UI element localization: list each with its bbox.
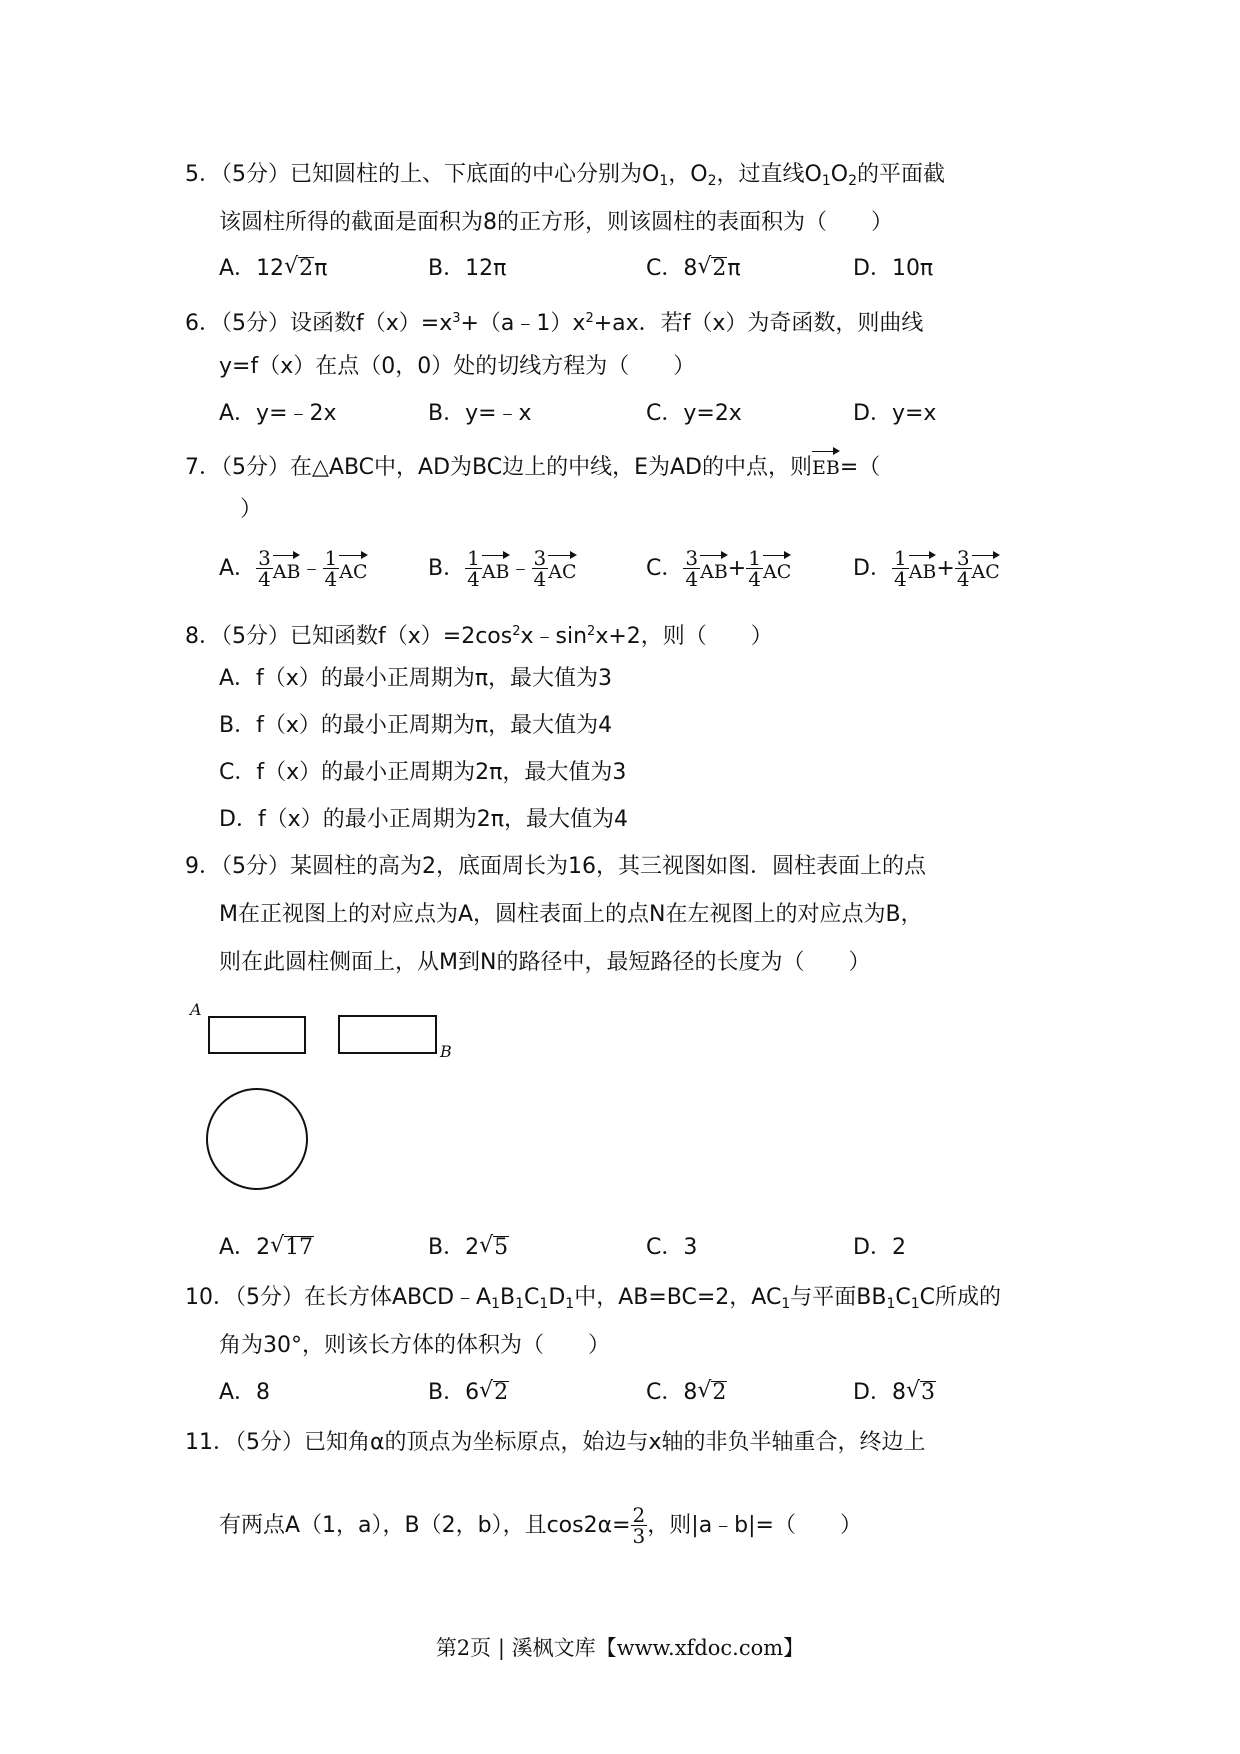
option-text: π bbox=[314, 256, 328, 281]
three-view-figure bbox=[190, 1000, 470, 1200]
subscript: 1 bbox=[886, 1296, 896, 1312]
q10-text: 中，AB=BC=2，AC bbox=[574, 1285, 782, 1310]
q10-option-a: A．8 bbox=[219, 1380, 271, 1405]
q5-text: （5分）已知圆柱的上、下底面的中心分别为O bbox=[221, 162, 660, 187]
q6-option-a: A．y=﹣2x bbox=[219, 401, 337, 426]
sqrt: √ 5 bbox=[479, 1233, 509, 1260]
superscript: 2 bbox=[512, 624, 521, 639]
q11-text: （5分）已知角α的顶点为坐标原点，始边与x轴的非负半轴重合，终边上 bbox=[235, 1430, 926, 1455]
fraction bbox=[323, 548, 340, 589]
option-text: π bbox=[727, 256, 741, 281]
radicand: 2 bbox=[494, 1380, 509, 1405]
radicand: 2 bbox=[712, 1380, 727, 1405]
option-text: 2 bbox=[256, 1235, 271, 1260]
sqrt: √ 17 bbox=[270, 1233, 314, 1260]
numerator: 3 bbox=[956, 546, 970, 570]
q7-text: =（ bbox=[839, 455, 881, 480]
numerator: 3 bbox=[258, 546, 271, 570]
vector-ab: AB bbox=[700, 551, 728, 587]
q11-line1 bbox=[185, 1428, 926, 1458]
q11-text: ，则|a﹣b|=（ ） bbox=[647, 1512, 862, 1538]
q10-text: C bbox=[895, 1285, 911, 1310]
q6-text: +ax．若f（x）为奇函数，则曲线 bbox=[593, 311, 924, 336]
denominator: 4 bbox=[748, 567, 761, 591]
q9-line2: M在正视图上的对应点为A，圆柱表面上的点N在左视图上的对应点为B， bbox=[219, 902, 923, 927]
q7-option-d bbox=[853, 548, 1000, 589]
subscript: 1 bbox=[491, 1296, 501, 1312]
fraction bbox=[892, 548, 909, 589]
q10-text: （5分）在长方体ABCD﹣A bbox=[235, 1285, 492, 1310]
superscript: 2 bbox=[585, 311, 594, 326]
sqrt: √ 2 bbox=[697, 1378, 727, 1405]
denominator: 4 bbox=[324, 567, 338, 591]
q5-option-b: B．12π bbox=[428, 256, 507, 281]
numerator: 2 bbox=[632, 1503, 646, 1527]
question-number: 8． bbox=[185, 624, 221, 649]
vector-ab: AB bbox=[909, 551, 937, 587]
figure-label-b: B bbox=[440, 1042, 452, 1061]
subscript: 1 bbox=[781, 1296, 791, 1312]
sqrt: √ 2 bbox=[284, 254, 314, 281]
fraction bbox=[631, 1505, 648, 1546]
q10-option-c bbox=[646, 1378, 727, 1408]
q9-option-d: D．2 bbox=[853, 1235, 906, 1260]
top-view-circle bbox=[206, 1088, 308, 1190]
denominator: 3 bbox=[632, 1524, 646, 1548]
superscript: 3 bbox=[452, 311, 461, 326]
fraction bbox=[532, 548, 549, 589]
q10-text: B bbox=[500, 1285, 516, 1310]
q10-line2: 角为30°，则该长方体的体积为（ ） bbox=[219, 1333, 610, 1358]
option-text: 6 bbox=[465, 1380, 480, 1405]
option-text: 8 bbox=[891, 1380, 906, 1405]
q6-line2: y=f（x）在点（0，0）处的切线方程为（ ） bbox=[219, 354, 696, 379]
option-label: B． bbox=[428, 555, 466, 581]
fraction bbox=[746, 548, 763, 589]
superscript: 2 bbox=[587, 624, 596, 639]
q7-line2: ） bbox=[240, 497, 263, 522]
q7-option-c bbox=[646, 548, 791, 589]
option-label: C． bbox=[646, 555, 684, 581]
radicand: 2 bbox=[299, 256, 314, 281]
question-number: 9． bbox=[185, 854, 221, 879]
q10-text: D bbox=[548, 1285, 566, 1310]
subscript: 2 bbox=[848, 173, 857, 189]
subscript: 1 bbox=[565, 1296, 575, 1312]
option-label: B． bbox=[428, 1380, 466, 1405]
question-number: 11． bbox=[185, 1430, 235, 1455]
q10-text: 与平面BB bbox=[790, 1285, 887, 1310]
q10-line1 bbox=[185, 1283, 1001, 1319]
q6-option-b: B．y=﹣x bbox=[428, 401, 532, 426]
radicand: 5 bbox=[494, 1235, 509, 1260]
question-number: 10． bbox=[185, 1285, 235, 1310]
vector-ab: AB bbox=[273, 551, 301, 587]
numerator: 3 bbox=[533, 546, 547, 570]
q9-option-b bbox=[428, 1233, 509, 1263]
q8-line1 bbox=[185, 617, 773, 652]
subscript: 1 bbox=[821, 173, 831, 189]
option-text: 8 bbox=[683, 256, 698, 281]
option-label: A． bbox=[219, 555, 257, 581]
denominator: 4 bbox=[533, 567, 547, 591]
question-number: 5． bbox=[185, 162, 221, 187]
q9-line3: 则在此圆柱侧面上，从M到N的路径中，最短路径的长度为（ ） bbox=[219, 950, 871, 975]
subscript: 1 bbox=[659, 173, 669, 189]
q10-text: C所成的 bbox=[919, 1285, 1002, 1310]
question-number: 7． bbox=[185, 455, 221, 480]
option-label: A． bbox=[219, 256, 257, 281]
figure-label-a: A bbox=[190, 1000, 202, 1019]
side-view-rect bbox=[338, 1015, 437, 1054]
fraction bbox=[955, 548, 972, 589]
subscript: 1 bbox=[539, 1296, 549, 1312]
page-footer: 第2页 | 溪枫文库【www.xfdoc.com】 bbox=[435, 1636, 805, 1660]
question-number: 6． bbox=[185, 311, 221, 336]
operator: ﹣ bbox=[509, 555, 532, 581]
q9-text: （5分）某圆柱的高为2，底面周长为16，其三视图如图．圆柱表面上的点 bbox=[221, 854, 926, 879]
q9-option-a bbox=[219, 1233, 314, 1263]
q8-text: x+2，则（ ） bbox=[595, 624, 773, 649]
vector-ac: AC bbox=[763, 551, 791, 587]
vector-ac: AC bbox=[972, 551, 1000, 587]
q8-option-b: B．f（x）的最小正周期为π，最大值为4 bbox=[219, 713, 613, 738]
q10-text: C bbox=[524, 1285, 540, 1310]
option-label: D． bbox=[853, 1380, 892, 1405]
subscript: 1 bbox=[910, 1296, 920, 1312]
radicand: 3 bbox=[920, 1380, 935, 1405]
q5-line1 bbox=[185, 160, 945, 196]
q8-text: x﹣sin bbox=[520, 624, 588, 649]
vector-ac: AC bbox=[548, 551, 576, 587]
option-label: C． bbox=[646, 256, 684, 281]
q5-option-d: D．10π bbox=[853, 256, 934, 281]
q5-option-a bbox=[219, 254, 327, 284]
q5-line2: 该圆柱所得的截面是面积为8的正方形，则该圆柱的表面积为（ ） bbox=[219, 210, 893, 235]
denominator: 4 bbox=[685, 567, 699, 591]
q6-line1 bbox=[185, 304, 923, 339]
q7-option-b bbox=[428, 548, 577, 589]
numerator: 1 bbox=[748, 546, 761, 570]
q10-option-b bbox=[428, 1378, 509, 1408]
q5-text: ，O bbox=[668, 162, 708, 187]
operator: + bbox=[727, 555, 747, 581]
subscript: 2 bbox=[707, 173, 717, 189]
q10-option-d bbox=[853, 1378, 936, 1408]
radicand: 2 bbox=[712, 256, 727, 281]
fraction bbox=[256, 548, 273, 589]
numerator: 1 bbox=[324, 546, 338, 570]
denominator: 4 bbox=[893, 567, 907, 591]
q8-option-a: A．f（x）的最小正周期为π，最大值为3 bbox=[219, 666, 613, 691]
q6-option-d: D．y=x bbox=[853, 401, 937, 426]
q9-line1 bbox=[185, 852, 926, 882]
option-label: B． bbox=[428, 1235, 466, 1260]
q11-text: 有两点A（1，a），B（2，b），且cos2α= bbox=[219, 1512, 631, 1538]
operator: + bbox=[936, 555, 955, 581]
numerator: 1 bbox=[893, 546, 907, 570]
q5-text: ，过直线O bbox=[716, 162, 822, 187]
denominator: 4 bbox=[467, 567, 480, 591]
q8-option-c: C．f（x）的最小正周期为2π，最大值为3 bbox=[219, 760, 627, 785]
q7-option-a bbox=[219, 548, 368, 589]
q6-text: +（a﹣1）x bbox=[460, 311, 586, 336]
option-label: A． bbox=[219, 1235, 257, 1260]
sqrt: √ 3 bbox=[905, 1378, 935, 1405]
q5-option-c bbox=[646, 254, 741, 284]
q8-text: （5分）已知函数f（x）=2cos bbox=[221, 624, 513, 649]
subscript: 1 bbox=[515, 1296, 525, 1312]
option-text: 2 bbox=[465, 1235, 480, 1260]
q8-option-d: D．f（x）的最小正周期为2π，最大值为4 bbox=[219, 807, 628, 832]
denominator: 4 bbox=[258, 567, 271, 591]
front-view-rect bbox=[208, 1016, 306, 1054]
sqrt: √ 2 bbox=[697, 254, 727, 281]
q5-text: O bbox=[830, 162, 849, 187]
fraction bbox=[465, 548, 482, 589]
vector-ac: AC bbox=[339, 551, 367, 587]
denominator: 4 bbox=[956, 567, 970, 591]
option-label: D． bbox=[853, 555, 892, 581]
operator: ﹣ bbox=[300, 555, 323, 581]
q7-text: （5分）在△ABC中，AD为BC边上的中线，E为AD的中点，则 bbox=[221, 455, 812, 480]
fraction bbox=[683, 548, 700, 589]
vector-ab: AB bbox=[482, 551, 510, 587]
q6-text: （5分）设函数f（x）=x bbox=[221, 311, 453, 336]
option-text: 12 bbox=[256, 256, 285, 281]
numerator: 3 bbox=[685, 546, 699, 570]
numerator: 1 bbox=[467, 546, 480, 570]
radicand: 17 bbox=[285, 1235, 314, 1260]
option-text: 8 bbox=[683, 1380, 698, 1405]
q6-option-c: C．y=2x bbox=[646, 401, 742, 426]
q11-line2 bbox=[219, 1505, 862, 1546]
option-label: C． bbox=[646, 1380, 684, 1405]
q9-option-c: C．3 bbox=[646, 1235, 698, 1260]
q7-line1 bbox=[185, 447, 880, 483]
q5-text: 的平面截 bbox=[857, 162, 946, 187]
sqrt: √ 2 bbox=[479, 1378, 509, 1405]
vector-eb: EB bbox=[812, 447, 840, 483]
